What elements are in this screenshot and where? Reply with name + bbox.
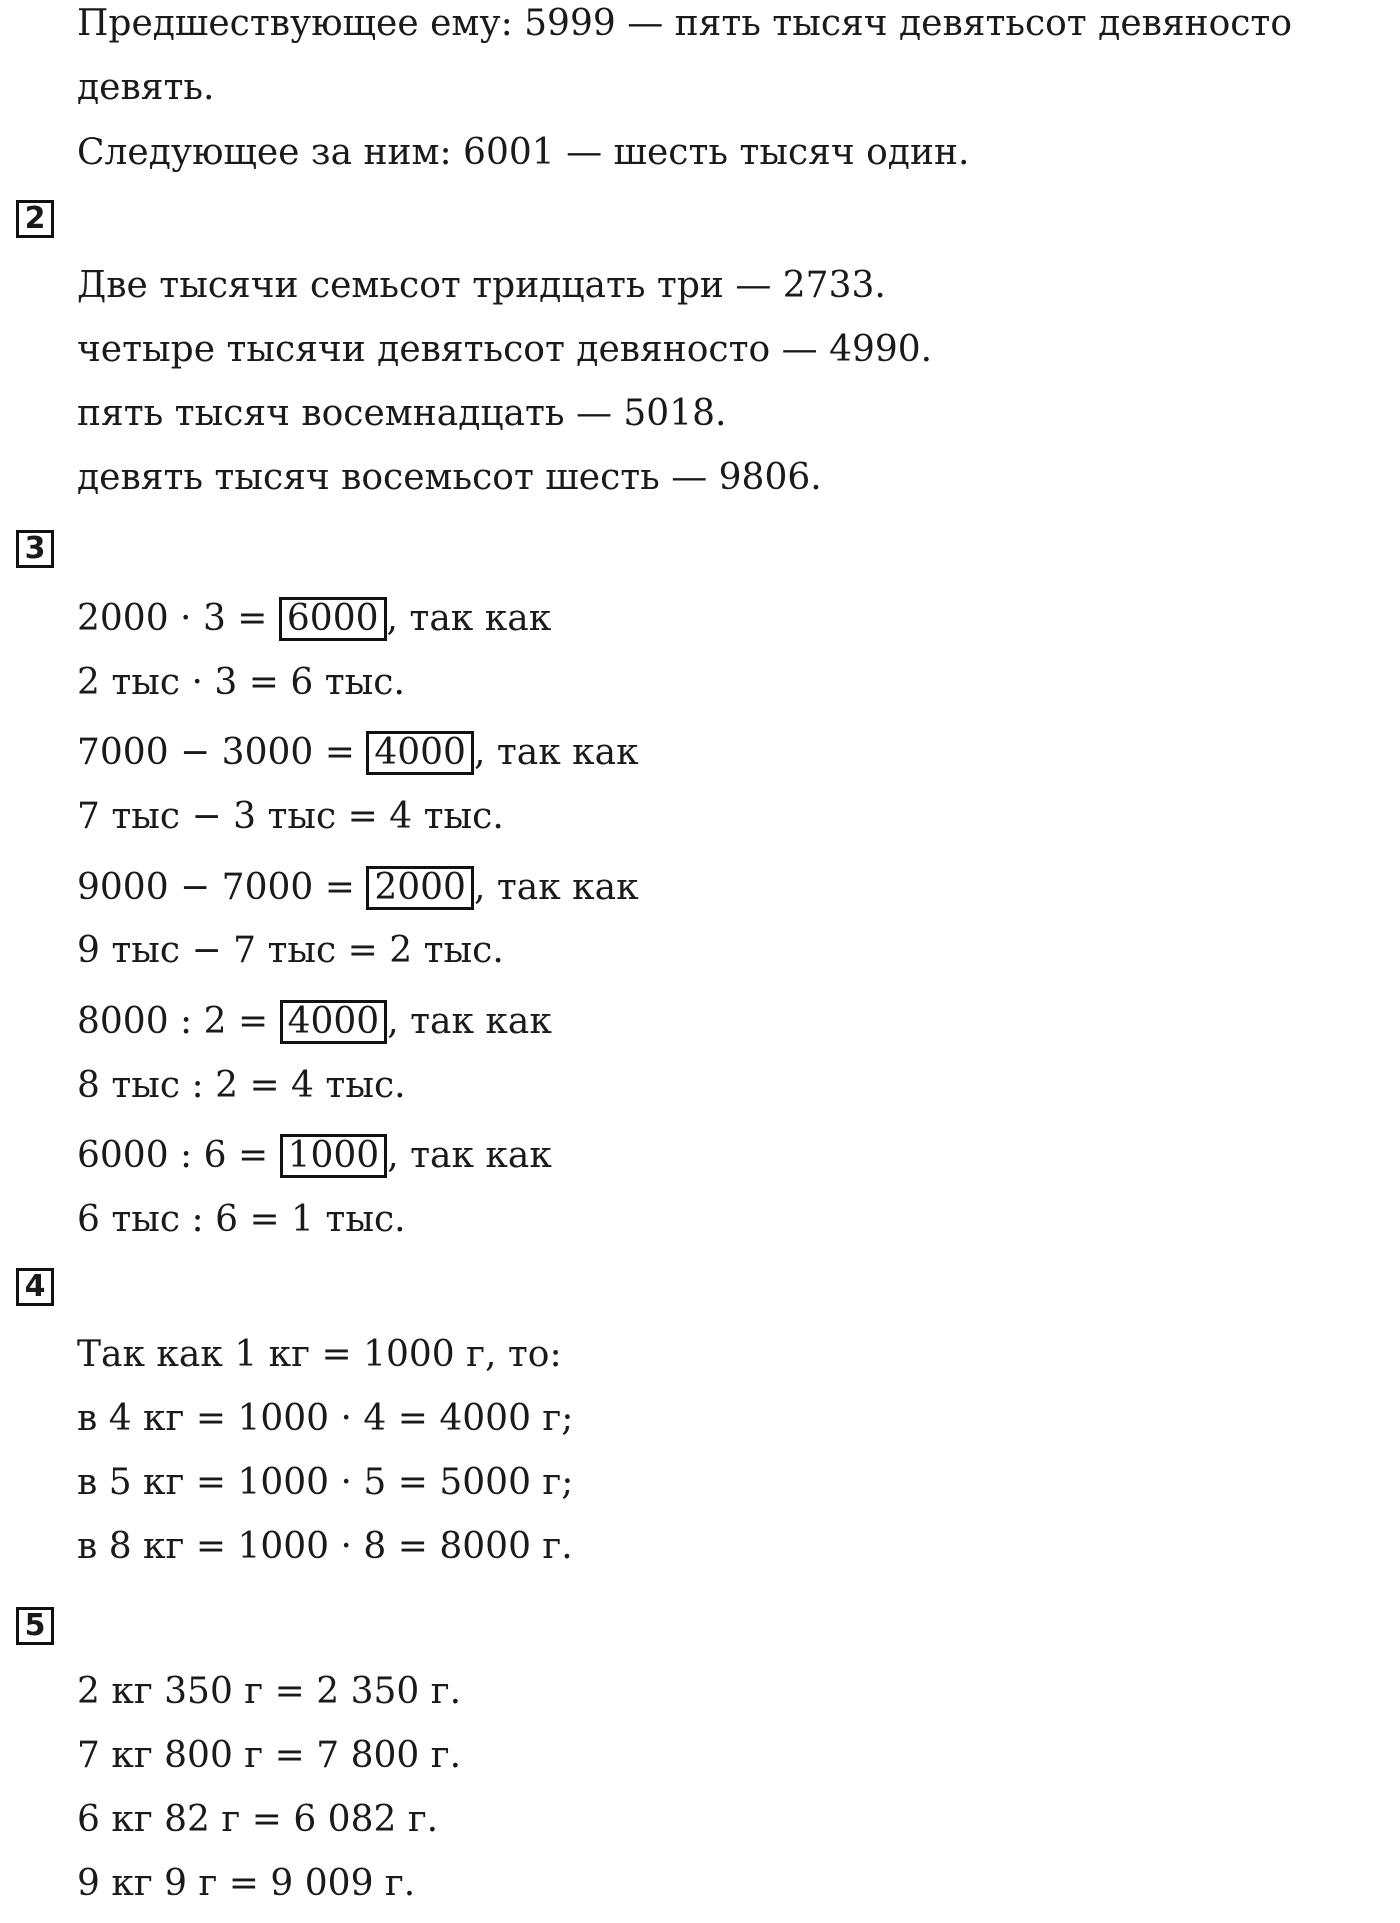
task4-line: в 8 кг = 1000 · 8 = 8000 г. xyxy=(77,1526,573,1567)
task3-equation xyxy=(77,731,639,775)
task3-equation xyxy=(77,1000,552,1044)
answer-box: 4000 xyxy=(280,1000,388,1044)
task5-line: 7 кг 800 г = 7 800 г. xyxy=(77,1735,462,1776)
equation-expression: 8000 : 2 = xyxy=(77,1001,280,1042)
task4-line: в 4 кг = 1000 · 4 = 4000 г; xyxy=(77,1398,574,1439)
task3-equation xyxy=(77,866,639,910)
task4-line: Так как 1 кг = 1000 г, то: xyxy=(77,1334,562,1375)
task2-line: четыре тысячи девятьсот девяносто — 4990. xyxy=(77,329,933,370)
answer-box: 6000 xyxy=(279,597,387,641)
answer-box: 2000 xyxy=(366,866,474,910)
task3-equation xyxy=(77,597,551,641)
intro-line-3: Следующее за ним: 6001 — шесть тысяч один. xyxy=(77,132,970,173)
task2-line: пять тысяч восемнадцать — 5018. xyxy=(77,393,727,434)
intro-line-1: Предшествующее ему: 5999 — пять тысяч девятьсот девяносто xyxy=(77,3,1293,44)
task4-line: в 5 кг = 1000 · 5 = 5000 г; xyxy=(77,1462,574,1503)
task5-line: 2 кг 350 г = 2 350 г. xyxy=(77,1671,462,1712)
task3-explanation: 8 тыс : 2 = 4 тыс. xyxy=(77,1065,406,1106)
task-number-5: 5 xyxy=(16,1607,54,1645)
task-number-4: 4 xyxy=(16,1268,54,1306)
equation-expression: 9000 − 7000 = xyxy=(77,867,367,908)
equation-suffix: , так как xyxy=(387,1001,552,1042)
answer-box: 4000 xyxy=(366,731,474,775)
task3-explanation: 7 тыс − 3 тыс = 4 тыс. xyxy=(77,796,504,837)
equation-suffix: , так как xyxy=(387,1135,552,1176)
task3-explanation: 9 тыс − 7 тыс = 2 тыс. xyxy=(77,930,504,971)
task5-line: 6 кг 82 г = 6 082 г. xyxy=(77,1799,439,1840)
task-number-3: 3 xyxy=(16,530,54,568)
task3-equation xyxy=(77,1134,552,1178)
task5-line: 9 кг 9 г = 9 009 г. xyxy=(77,1863,416,1904)
equation-expression: 2000 · 3 = xyxy=(77,598,279,639)
task-number-2: 2 xyxy=(16,200,54,238)
equation-suffix: , так как xyxy=(473,867,639,908)
task2-line: Две тысячи семьсот тридцать три — 2733. xyxy=(77,265,886,306)
equation-suffix: , так как xyxy=(386,598,552,639)
task3-explanation: 2 тыс · 3 = 6 тыс. xyxy=(77,662,405,703)
task2-line: девять тысяч восемьсот шесть — 9806. xyxy=(77,457,822,498)
answer-box: 1000 xyxy=(280,1134,388,1178)
intro-line-2: девять. xyxy=(77,67,215,108)
equation-expression: 6000 : 6 = xyxy=(77,1135,280,1176)
equation-suffix: , так как xyxy=(473,732,639,773)
task3-explanation: 6 тыс : 6 = 1 тыс. xyxy=(77,1199,406,1240)
equation-expression: 7000 − 3000 = xyxy=(77,732,367,773)
